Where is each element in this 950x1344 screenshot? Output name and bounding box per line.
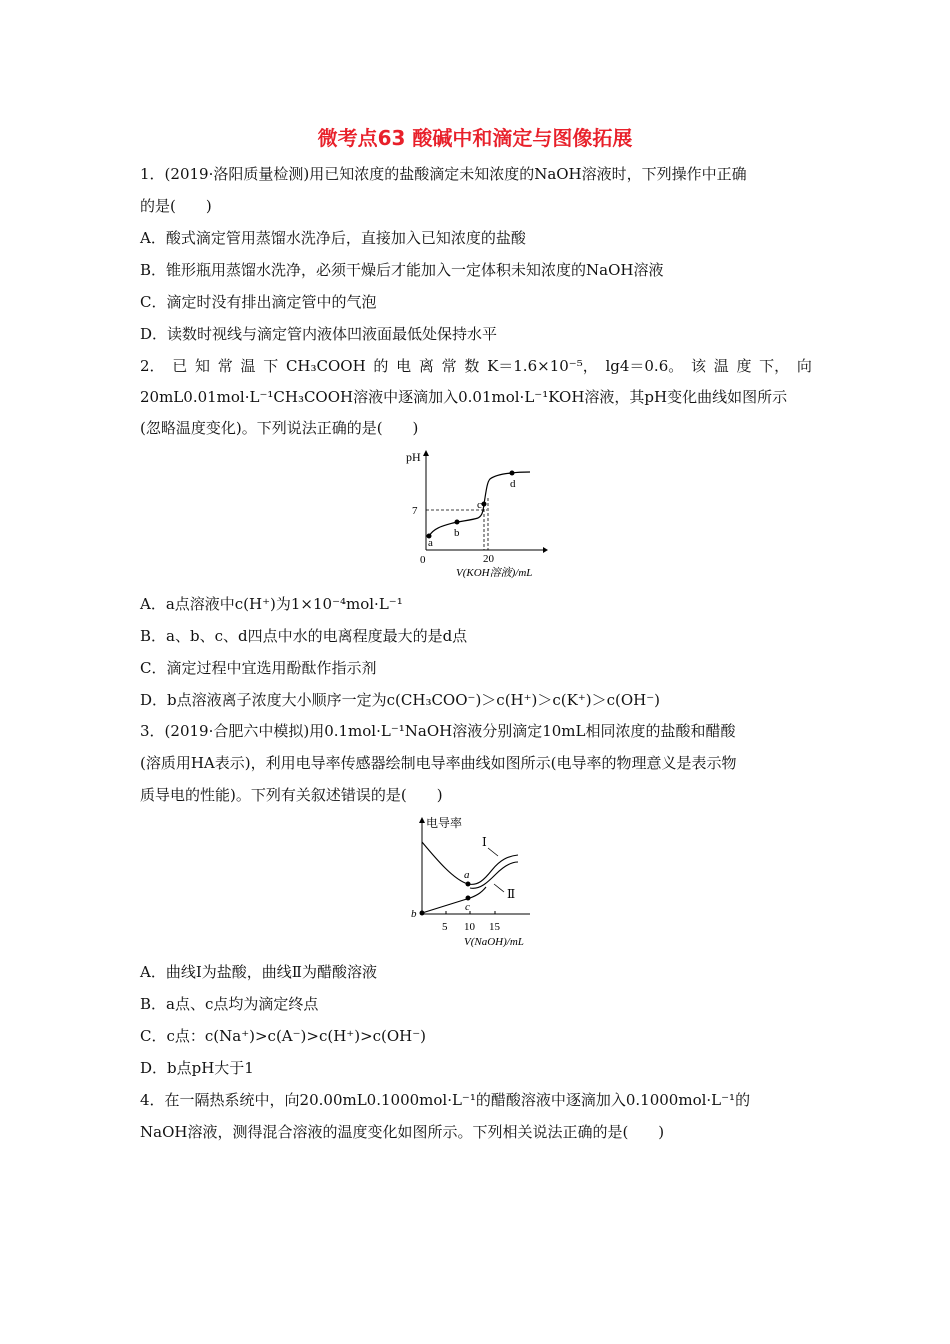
q2-stem-word: 温 xyxy=(713,357,729,375)
q2-label-a: a xyxy=(428,537,433,549)
q2-stem-word: 离 xyxy=(418,357,434,375)
q3-y-axis-arrow xyxy=(419,817,425,823)
q3-x-tick-10-label: 10 xyxy=(464,921,475,933)
q2-x-tick-20: 20 xyxy=(483,553,494,565)
q2-stem-word: 温 xyxy=(240,357,256,375)
q2-y-label: pH xyxy=(406,450,421,464)
q2-stem-word: 已 xyxy=(172,357,188,375)
q2-label-b: b xyxy=(454,527,460,539)
q3-curve-I-leader xyxy=(488,848,498,856)
q1-option-d: D．读数时视线与滴定管内液体凹液面最低处保持水平 xyxy=(140,325,498,343)
q2-y-tick-7: 7 xyxy=(412,505,418,517)
q3-option-a: A．曲线Ⅰ为盐酸，曲线Ⅱ为醋酸溶液 xyxy=(140,963,377,981)
q2-label-d: d xyxy=(510,478,516,490)
q3-x-tick-5-label: 5 xyxy=(442,921,448,933)
q2-stem-word: 常 xyxy=(441,357,457,375)
q3-curve-I xyxy=(422,842,518,884)
q2-option-c: C．滴定过程中宜选用酚酞作指示剂 xyxy=(140,659,377,677)
q2-stem-word: 数 xyxy=(464,357,480,375)
q2-option-d: D．b点溶液离子浓度大小顺序一定为c(CH₃COO⁻)＞c(H⁺)＞c(K⁺)＞c(OH⁻) xyxy=(140,691,661,709)
q2-stem-word: 度 xyxy=(736,357,752,375)
q2-origin-label: 0 xyxy=(420,554,426,566)
q2-ph-curve-figure xyxy=(398,446,548,582)
q2-stem-word: 知 xyxy=(195,357,211,375)
q2-point-d xyxy=(510,471,515,476)
q3-stem-line2: (溶质用HA表示)，利用电导率传感器绘制电导率曲线如图所示(电导率的物理意义是表示物 xyxy=(140,754,737,772)
q3-curve-II-label: Ⅱ xyxy=(507,887,516,901)
q2-point-c xyxy=(482,502,487,507)
q2-stem-word: K＝1.6×10⁻⁵， xyxy=(487,357,598,375)
q1-stem-line2: 的是( ) xyxy=(140,197,212,215)
q2-stem-line2: 20mL0.01mol·L⁻¹CH₃COOH溶液中逐滴加入0.01mol·L⁻¹KOH溶液，其pH变化曲线如图所示 xyxy=(140,388,788,406)
q2-stem-word: lg4＝0.6。 xyxy=(605,357,684,375)
q3-option-d: D．b点pH大于1 xyxy=(140,1059,254,1077)
q3-conductivity-figure xyxy=(402,812,552,952)
q2-stem-word: 常 xyxy=(217,357,233,375)
q2-stem-word: 向 xyxy=(796,357,812,375)
q3-point-b xyxy=(420,911,425,916)
q3-curve-II xyxy=(422,887,486,913)
q4-stem-line2: NaOH溶液，测得混合溶液的温度变化如图所示。下列相关说法正确的是( ) xyxy=(140,1123,665,1141)
q3-curve-II-leader xyxy=(494,884,504,892)
q2-y-axis-arrow xyxy=(423,450,429,456)
q1-stem-line1: 1．(2019·洛阳质量检测)用已知浓度的盐酸滴定未知浓度的NaOH溶液时，下列操作中正确 xyxy=(140,165,747,183)
q3-stem-line1: 3．(2019·合肥六中模拟)用0.1mol·L⁻¹NaOH溶液分别滴定10mL相同浓度的盐酸和醋酸 xyxy=(140,722,736,740)
q4-stem-line1: 4．在一隔热系统中，向20.00mL0.1000mol·L⁻¹的醋酸溶液中逐滴加入0.1000mol·L⁻¹的 xyxy=(140,1091,751,1109)
q3-x-label: V(NaOH)/mL xyxy=(464,936,524,948)
q2-x-axis-arrow xyxy=(543,547,548,553)
q3-curve-I-label: Ⅰ xyxy=(482,835,487,849)
q2-label-c: c xyxy=(477,499,482,511)
q3-label-c: c xyxy=(465,901,470,913)
q2-stem-word: 下 xyxy=(263,357,279,375)
q3-x-tick-15-label: 15 xyxy=(489,921,500,933)
q3-label-a: a xyxy=(464,869,470,881)
q3-point-c xyxy=(466,896,471,901)
q2-stem-word: 的 xyxy=(373,357,389,375)
q1-option-c: C．滴定时没有排出滴定管中的气泡 xyxy=(140,293,377,311)
q2-stem-word: CH₃COOH xyxy=(285,357,366,375)
q2-option-b: B．a、b、c、d四点中水的电离程度最大的是d点 xyxy=(140,627,468,645)
q2-stem-line3: (忽略温度变化)。下列说法正确的是( ) xyxy=(140,419,419,437)
q3-stem-line3: 质导电的性能)。下列有关叙述错误的是( ) xyxy=(140,786,443,804)
q2-stem-word: 电 xyxy=(396,357,412,375)
q2-x-label: V(KOH溶液)/mL xyxy=(456,567,533,579)
q2-stem-word: 2． xyxy=(140,357,165,375)
q2-point-b xyxy=(455,520,460,525)
q1-option-a: A．酸式滴定管用蒸馏水洗净后，直接加入已知浓度的盐酸 xyxy=(140,229,526,247)
q2-stem-word: 下， xyxy=(759,357,790,375)
page-title: 微考点63 酸碱中和滴定与图像拓展 xyxy=(317,126,633,150)
q3-y-label: 电导率 xyxy=(426,816,463,830)
q3-option-b: B．a点、c点均为滴定终点 xyxy=(140,995,319,1013)
q2-stem-line1 xyxy=(140,356,812,376)
q3-point-a xyxy=(466,882,471,887)
q1-option-b: B．锥形瓶用蒸馏水洗净，必须干燥后才能加入一定体积未知浓度的NaOH溶液 xyxy=(140,261,664,279)
q3-option-c: C．c点：c(Na⁺)>c(A⁻)>c(H⁺)>c(OH⁻) xyxy=(140,1027,427,1045)
q2-stem-word: 该 xyxy=(690,357,706,375)
q2-option-a: A．a点溶液中c(H⁺)为1×10⁻⁴mol·L⁻¹ xyxy=(140,595,403,613)
q3-label-b: b xyxy=(411,908,417,920)
